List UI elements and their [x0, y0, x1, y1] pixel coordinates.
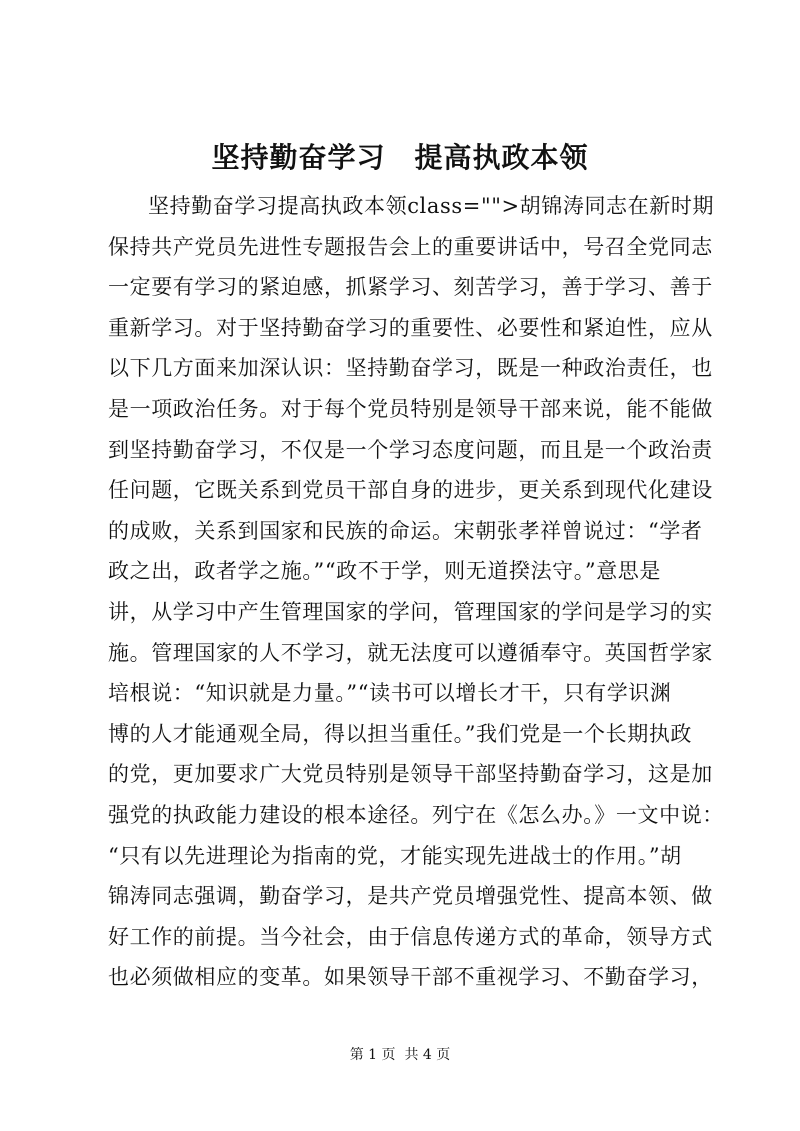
text-line: 是一项政治任务。对于每个党员特别是领导干部来说，能不能做: [108, 396, 713, 421]
text-line: 强党的执政能力建设的根本途径。列宁在《怎么办。》一文中说：: [108, 802, 724, 827]
text-line: 施。管理国家的人不学习，就无法度可以遵循奉守。英国哲学家: [108, 640, 713, 665]
text-line: 博的人才能通观全局，得以担当重任。”我们党是一个长期执政: [108, 721, 693, 746]
text-line: 以下几方面来加深认识：坚持勤奋学习，既是一种政治责任，也: [108, 356, 713, 381]
text-line: 培根说：“知识就是力量。”“读书可以增长才干，只有学识渊: [108, 681, 672, 706]
text-line: 任问题，它既关系到党员干部自身的进步，更关系到现代化建设: [108, 478, 713, 503]
text-line: 的党，更加要求广大党员特别是领导干部坚持勤奋学习，这是加: [108, 762, 713, 787]
text-line: “只有以先进理论为指南的党，才能实现先进战士的作用。”胡: [108, 843, 682, 868]
text-line: 重新学习。对于坚持勤奋学习的重要性、必要性和紧迫性，应从: [108, 315, 713, 340]
text-line: 也必须做相应的变革。如果领导干部不重视学习、不勤奋学习，: [108, 965, 713, 990]
text-line: 好工作的前提。当今社会，由于信息传递方式的革命，领导方式: [108, 924, 713, 949]
text-line: 的成败，关系到国家和民族的命运。宋朝张孝祥曾说过：“学者: [108, 518, 703, 543]
document-body: [108, 186, 724, 998]
text-line: 锦涛同志强调，勤奋学习，是共产党员增强党性、提高本领、做: [108, 884, 713, 909]
document-title: 坚持勤奋学习 提高执政本领: [211, 141, 589, 174]
text-line: 讲，从学习中产生管理国家的学问，管理国家的学问是学习的实: [108, 599, 713, 624]
text-line: 保持共产党员先进性专题报告会上的重要讲话中，号召全党同志: [108, 234, 713, 259]
text-line: 到坚持勤奋学习，不仅是一个学习态度问题，而且是一个政治责: [108, 437, 713, 462]
text-line: 政之出，政者学之施。”“政不于学，则无道揆法守。”意思是: [108, 559, 662, 584]
page-footer: 第 1 页 共 4 页: [349, 1047, 451, 1063]
text-line: 坚持勤奋学习提高执政本领class="">胡锦涛同志在新时期: [148, 194, 715, 218]
text-line: 一定要有学习的紧迫感，抓紧学习、刻苦学习，善于学习、善于: [108, 275, 713, 300]
